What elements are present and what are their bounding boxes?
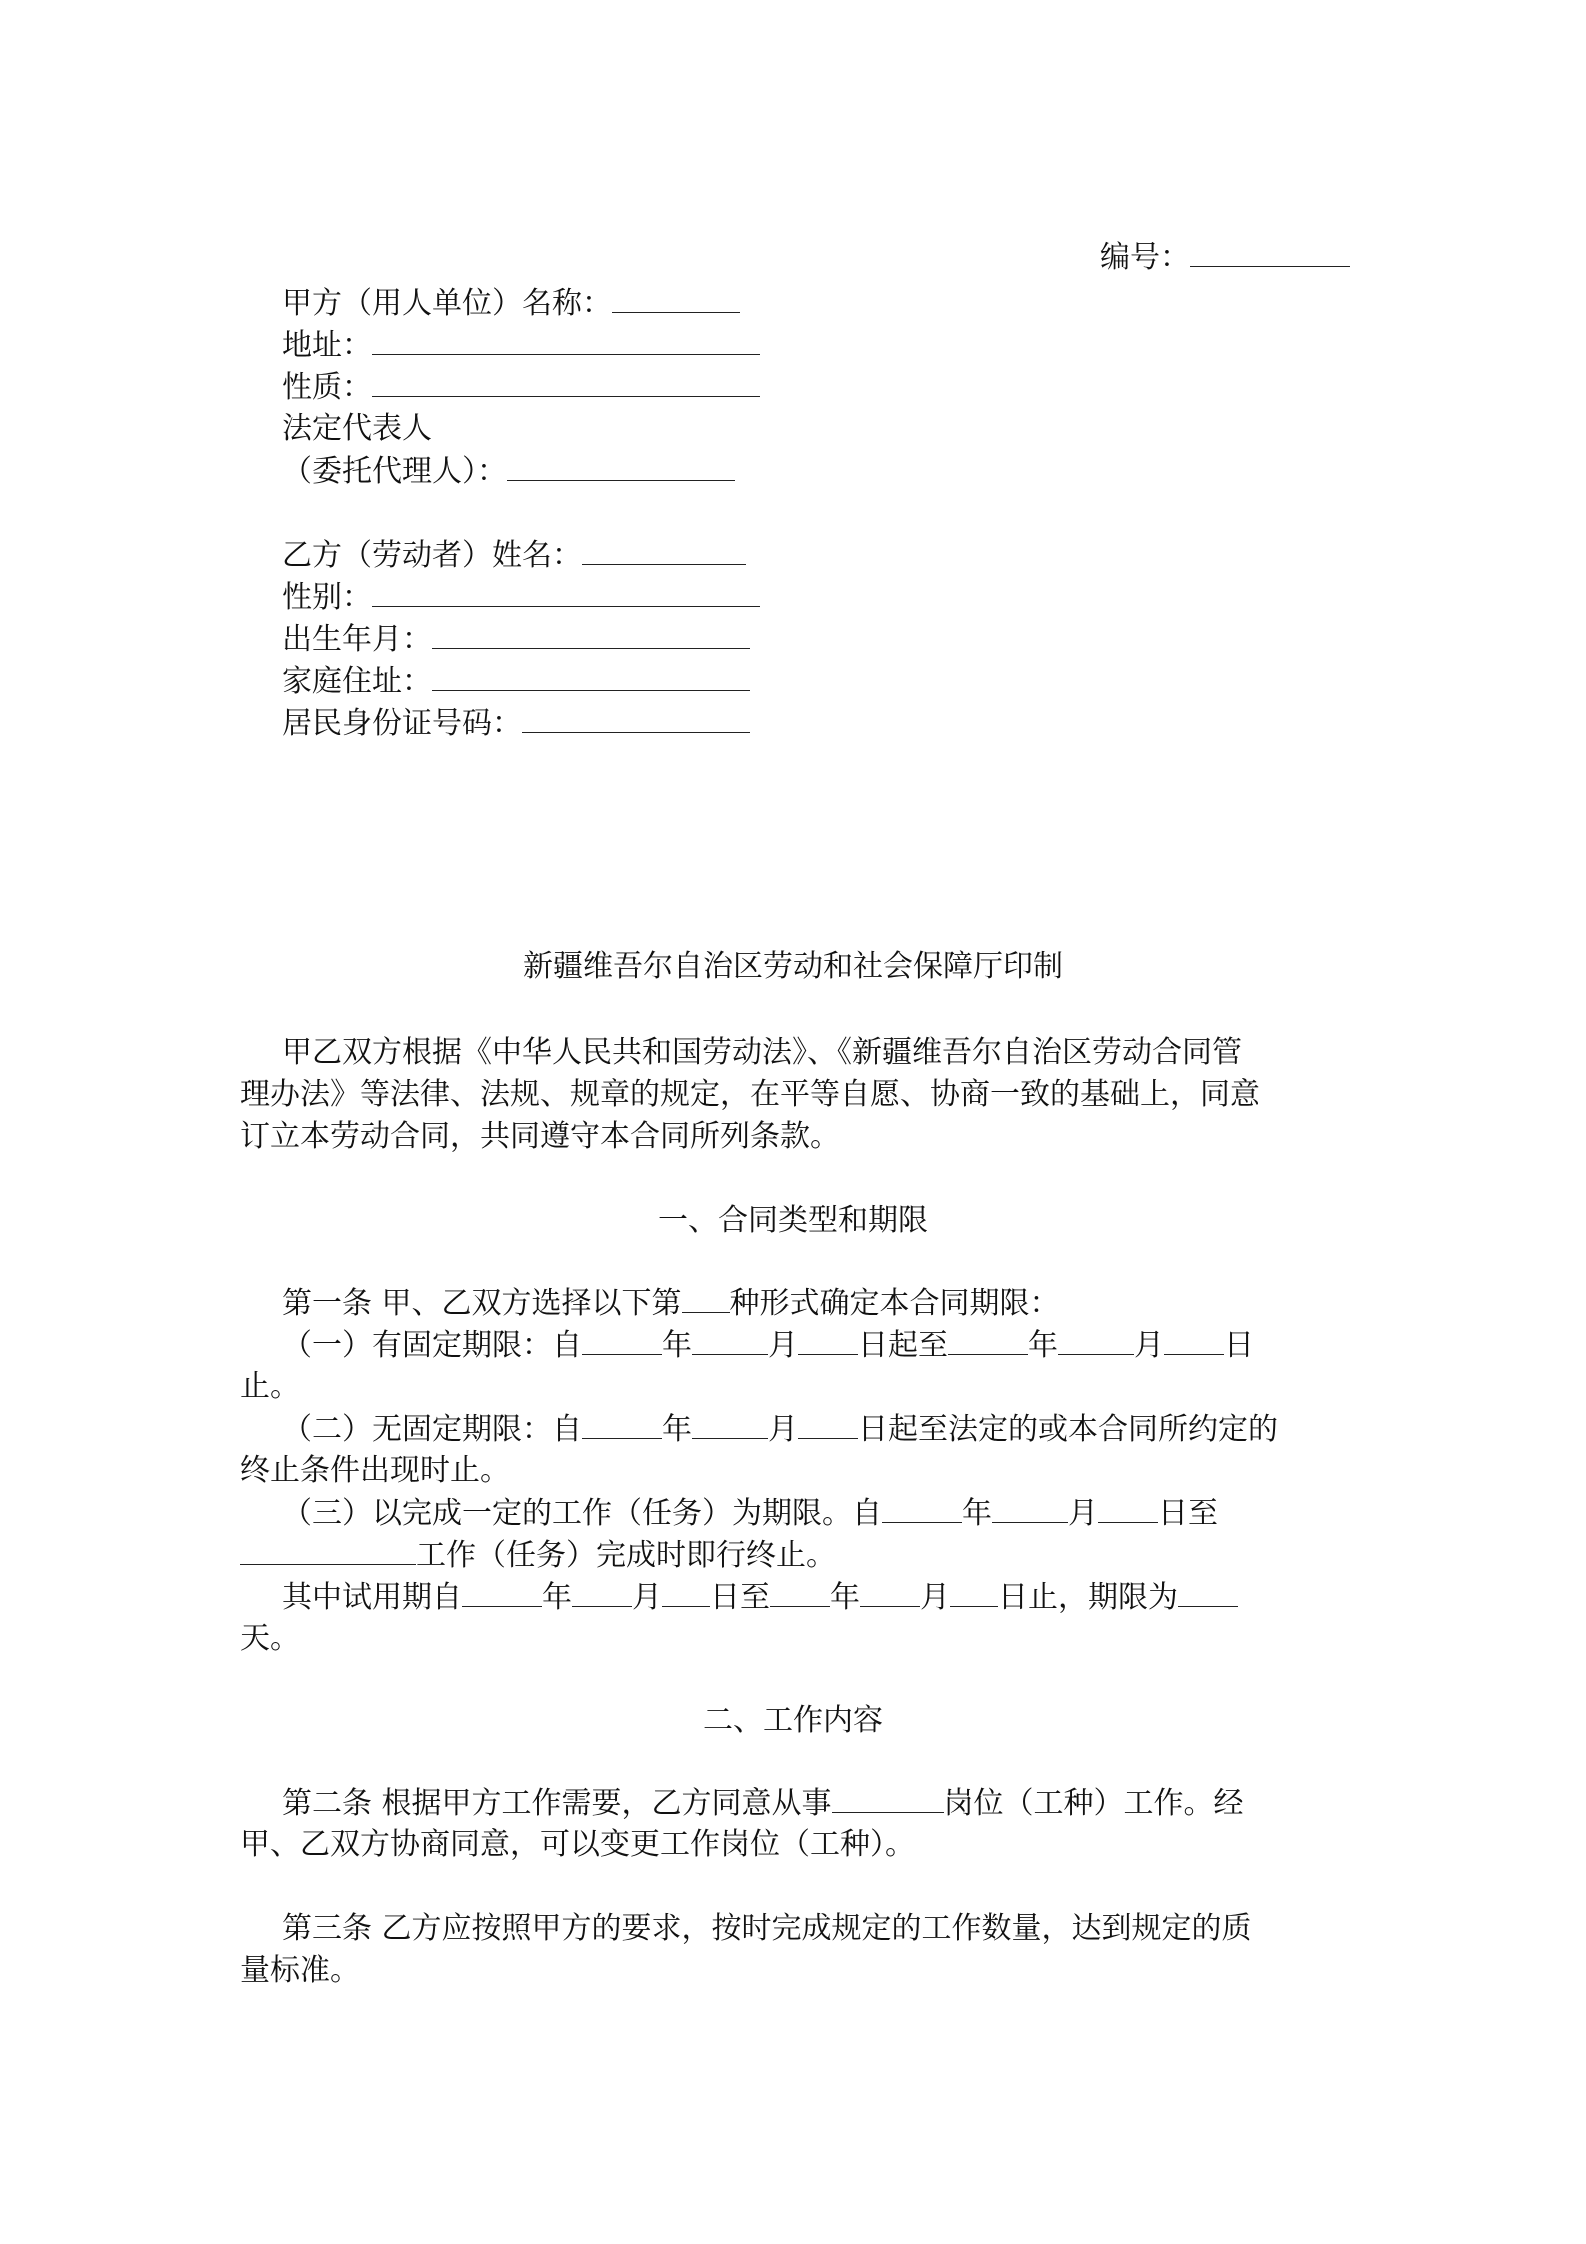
option-1-b: 年	[662, 1328, 692, 1363]
trial-a: 其中试用期自	[282, 1580, 462, 1615]
option-1-g: 日	[1224, 1328, 1254, 1363]
article-2-post: 岗位（工种）工作。经	[943, 1786, 1244, 1821]
article-1-row	[282, 1282, 1060, 1325]
party-a-name-label: 甲方（用人单位）名称：	[282, 286, 612, 321]
option-1-c: 月	[768, 1328, 798, 1363]
trial-day-blank[interactable]	[662, 1576, 710, 1607]
party-b-home-blank[interactable]	[432, 660, 750, 691]
option-3-c: 月	[1068, 1496, 1098, 1531]
option-2-row	[282, 1408, 1278, 1451]
contract-number-label: 编号：	[1100, 240, 1190, 275]
option-3-b: 年	[962, 1496, 992, 1531]
party-b-gender-blank[interactable]	[372, 576, 760, 607]
article-2-row	[282, 1782, 1244, 1825]
party-a-name-blank[interactable]	[612, 282, 740, 313]
trial-end: 天。	[240, 1621, 300, 1656]
option-3-a: （三）以完成一定的工作（任务）为期限。自	[282, 1496, 882, 1531]
party-a-nature-blank[interactable]	[372, 366, 760, 397]
party-b-name-row	[282, 534, 746, 577]
trial-f: 月	[920, 1580, 950, 1615]
party-b-gender-row	[282, 576, 760, 619]
option-1-end-day-blank[interactable]	[1164, 1324, 1224, 1355]
party-b-name-label: 乙方（劳动者）姓名：	[282, 538, 582, 573]
article-1-pre: 第一条 甲、乙双方选择以下第	[282, 1286, 682, 1321]
option-1-a: （一）有固定期限：自	[282, 1328, 582, 1363]
party-b-birth-blank[interactable]	[432, 618, 750, 649]
trial-end-year-blank[interactable]	[770, 1576, 830, 1607]
option-3-d: 日至	[1158, 1496, 1218, 1531]
option-1-end-month-blank[interactable]	[1058, 1324, 1134, 1355]
section-1-title: 一、合同类型和期限	[658, 1203, 928, 1238]
option-1-month-blank[interactable]	[692, 1324, 768, 1355]
party-a-address-blank[interactable]	[372, 324, 760, 355]
trial-c: 月	[632, 1580, 662, 1615]
option-1-year-blank[interactable]	[582, 1324, 662, 1355]
option-3-month-blank[interactable]	[992, 1492, 1068, 1523]
party-a-rep-row2	[282, 450, 735, 493]
option-2-c: 月	[768, 1412, 798, 1447]
party-a-nature-label: 性质：	[282, 370, 372, 405]
party-b-id-blank[interactable]	[522, 702, 750, 733]
article-1-form-blank[interactable]	[682, 1282, 730, 1313]
party-a-rep-label-2: （委托代理人）：	[282, 454, 507, 489]
party-b-gender-label: 性别：	[282, 580, 372, 615]
option-2-day-blank[interactable]	[798, 1408, 858, 1439]
article-2-pre: 第二条 根据甲方工作需要，乙方同意从事	[282, 1786, 832, 1821]
option-1-d: 日起至	[858, 1328, 948, 1363]
intro-line-3: 订立本劳动合同，共同遵守本合同所列条款。	[240, 1119, 840, 1154]
option-3-day-blank[interactable]	[1098, 1492, 1158, 1523]
trial-g: 日止，期限为	[998, 1580, 1178, 1615]
party-a-name-row	[282, 282, 740, 325]
trial-month-blank[interactable]	[572, 1576, 632, 1607]
party-a-rep-label-1: 法定代表人	[282, 411, 432, 446]
party-b-home-label: 家庭住址：	[282, 664, 432, 699]
party-b-id-label: 居民身份证号码：	[282, 706, 522, 741]
intro-line-2: 理办法》等法律、法规、规章的规定，在平等自愿、协商一致的基础上，同意	[240, 1077, 1260, 1112]
option-3-row-2	[240, 1534, 836, 1577]
option-1-e: 年	[1028, 1328, 1058, 1363]
option-2-year-blank[interactable]	[582, 1408, 662, 1439]
party-a-address-label: 地址：	[282, 328, 372, 363]
option-1-f: 月	[1134, 1328, 1164, 1363]
party-b-id-row	[282, 702, 750, 745]
party-a-address-row	[282, 324, 760, 367]
option-2-end: 终止条件出现时止。	[240, 1453, 510, 1488]
party-b-birth-label: 出生年月：	[282, 622, 432, 657]
article-3-line-1: 第三条 乙方应按照甲方的要求，按时完成规定的工作数量，达到规定的质	[282, 1911, 1252, 1946]
option-3-row	[282, 1492, 1218, 1535]
trial-d: 日至	[710, 1580, 770, 1615]
party-a-nature-row	[282, 366, 760, 409]
option-2-d: 日起至法定的或本合同所约定的	[858, 1412, 1278, 1447]
trial-year-blank[interactable]	[462, 1576, 542, 1607]
party-a-rep-row1	[282, 408, 432, 450]
article-2-post-blank[interactable]	[832, 1782, 944, 1813]
option-3-e: 工作（任务）完成时即行终止。	[416, 1538, 836, 1573]
article-3-line-2: 量标准。	[240, 1953, 360, 1988]
contract-number-blank[interactable]	[1190, 236, 1350, 267]
option-3-year-blank[interactable]	[882, 1492, 962, 1523]
option-1-row	[282, 1324, 1254, 1367]
party-b-home-row	[282, 660, 750, 703]
option-1-end-year-blank[interactable]	[948, 1324, 1028, 1355]
trial-e: 年	[830, 1580, 860, 1615]
contract-number-row	[1100, 236, 1350, 279]
article-1-post: 种形式确定本合同期限：	[729, 1286, 1060, 1321]
option-3-task-blank[interactable]	[240, 1534, 416, 1565]
printer-line: 新疆维吾尔自治区劳动和社会保障厅印制	[523, 949, 1063, 984]
option-2-b: 年	[662, 1412, 692, 1447]
party-a-rep-blank[interactable]	[507, 450, 735, 481]
trial-b: 年	[542, 1580, 572, 1615]
intro-line-1: 甲乙双方根据《中华人民共和国劳动法》、《新疆维吾尔自治区劳动合同管	[282, 1035, 1242, 1070]
option-2-a: （二）无固定期限：自	[282, 1412, 582, 1447]
option-2-month-blank[interactable]	[692, 1408, 768, 1439]
trial-end-day-blank[interactable]	[950, 1576, 998, 1607]
party-b-birth-row	[282, 618, 750, 661]
trial-days-blank[interactable]	[1178, 1576, 1238, 1607]
option-1-day-blank[interactable]	[798, 1324, 858, 1355]
trial-row	[282, 1576, 1238, 1619]
section-2-title: 二、工作内容	[703, 1703, 883, 1738]
article-2-line-2: 甲、乙双方协商同意，可以变更工作岗位（工种）。	[240, 1827, 915, 1862]
party-b-name-blank[interactable]	[582, 534, 746, 565]
option-1-end: 止。	[240, 1369, 300, 1404]
trial-end-month-blank[interactable]	[860, 1576, 920, 1607]
